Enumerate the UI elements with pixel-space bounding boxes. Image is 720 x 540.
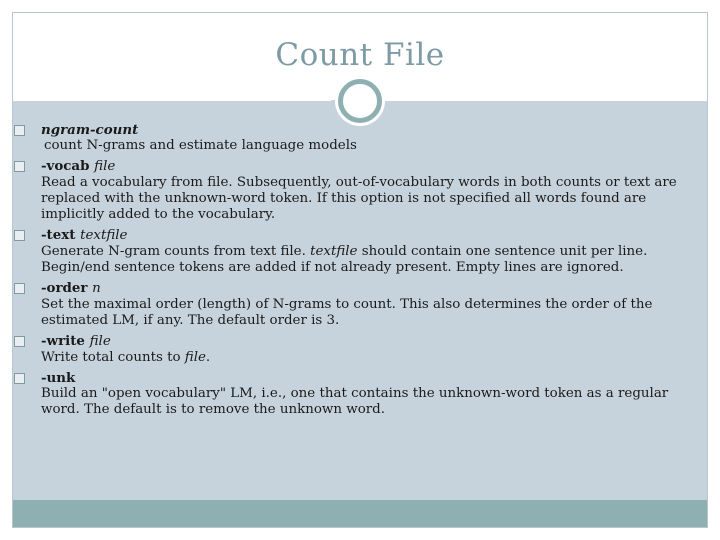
square-bullet-icon xyxy=(14,230,25,241)
square-bullet-icon xyxy=(14,336,25,347)
list-item-ngram-count xyxy=(14,122,694,154)
item-desc-line: Build an "open vocabulary" LM, i.e., one that contains the unknown-word token as a regular xyxy=(41,386,669,401)
item-flag: -vocab xyxy=(41,158,90,174)
list-item-text xyxy=(14,227,694,276)
item-desc-line: Read a vocabulary from file. Subsequently, out-of-vocabulary words in both counts or text are xyxy=(41,175,677,190)
slide-title: Count File xyxy=(275,37,445,73)
square-bullet-icon xyxy=(14,125,25,136)
list-item-unk xyxy=(14,370,694,418)
item-arg: file xyxy=(94,159,116,174)
square-bullet-icon xyxy=(14,161,25,172)
item-flag: ngram-count xyxy=(41,122,139,138)
square-bullet-icon xyxy=(14,283,25,294)
item-flag: -text xyxy=(41,227,76,243)
list-item-vocab xyxy=(14,158,694,223)
item-arg: textfile xyxy=(80,228,128,243)
divider-left xyxy=(13,100,331,101)
divider-right xyxy=(385,100,708,101)
item-desc-line: replaced with the unknown-word token. If this option is not specified all words found are xyxy=(41,191,647,206)
ring-ornament-icon xyxy=(338,79,382,123)
item-desc-line: Set the maximal order (length) of N-grams to count. This also determines the order of the xyxy=(41,297,653,312)
item-desc-line: Begin/end sentence tokens are added if not already present. Empty lines are ignored. xyxy=(41,260,624,275)
item-desc-line: word. The default is to remove the unknown word. xyxy=(41,402,385,417)
footer-bar xyxy=(13,500,707,527)
item-flag: -order xyxy=(41,280,88,296)
item-desc-line: Write total counts to file. xyxy=(41,350,211,365)
item-desc-line: implicitly added to the vocabulary. xyxy=(41,207,276,222)
square-bullet-icon xyxy=(14,373,25,384)
item-arg: n xyxy=(92,281,101,296)
item-desc-line: Generate N-gram counts from text file. textfile should contain one sentence unit per line. xyxy=(41,244,648,259)
slide-content xyxy=(14,122,694,422)
item-flag: -write xyxy=(41,333,85,349)
item-desc-line: estimated LM, if any. The default order is 3. xyxy=(41,313,340,328)
item-flag: -unk xyxy=(41,370,76,386)
item-desc-line: count N-grams and estimate language models xyxy=(44,138,357,153)
item-arg: file xyxy=(89,334,111,349)
list-item-write xyxy=(14,333,694,366)
list-item-order xyxy=(14,280,694,329)
